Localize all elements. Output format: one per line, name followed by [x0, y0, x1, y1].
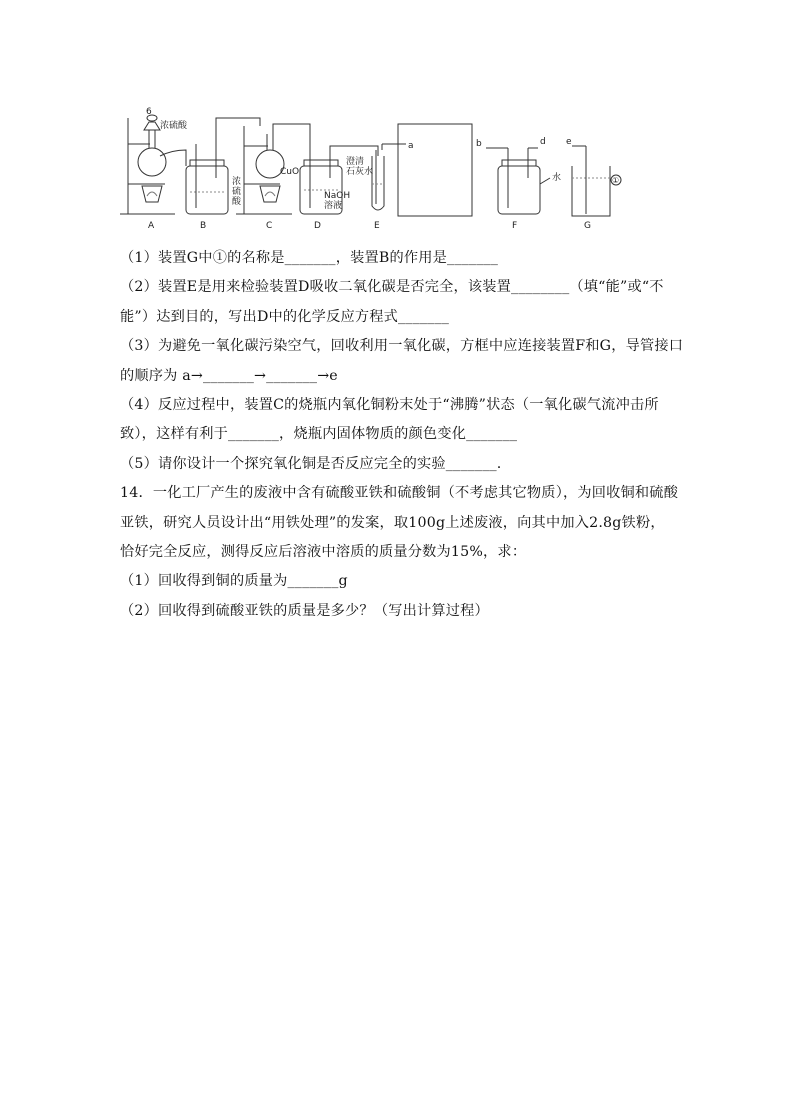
text-line: （1）回收得到铜的质量为_______g	[120, 573, 348, 590]
label-F: F	[512, 221, 518, 231]
apparatus-b	[186, 118, 260, 214]
label-d: d	[540, 137, 546, 147]
text-line: 致），这样有利于_______，烧瓶内固体物质的颜色变化_______	[120, 426, 518, 443]
label-circle1: ①	[612, 176, 620, 185]
label-acid-b: 浓硫酸	[232, 177, 242, 207]
text-line: （1）装置G中①的名称是_______，装置B的作用是_______	[120, 250, 499, 266]
apparatus-f	[486, 148, 550, 214]
label-water: 水	[552, 173, 562, 183]
apparatus-svg	[120, 104, 625, 234]
apparatus-e	[372, 144, 406, 210]
text-line: 14．一化工厂产生的废液中含有硫酸亚铁和硫酸铜（不考虑其它物质），为回收铜和硫酸	[120, 485, 679, 502]
text-line: （3）为避免一氧化碳污染空气，回收利用一氧化碳，方框中应连接装置F和G，导管接口	[120, 338, 684, 355]
question-text	[120, 244, 684, 626]
apparatus-diagram	[120, 104, 625, 234]
label-naoh: NaOH 溶液	[324, 191, 351, 211]
text-line: 亚铁，研究人员设计出“用铁处理”的发案，取100g上述废液，向其中加入2.8g铁粉，	[120, 514, 665, 531]
text-line: 的顺序为 a→_______→_______→e	[120, 367, 338, 384]
label-conc-acid: 浓硫酸	[160, 121, 188, 131]
empty-box	[398, 124, 472, 216]
label-limewater: 澄清石灰水	[346, 157, 374, 177]
label-G: G	[584, 221, 591, 231]
label-A: A	[148, 221, 155, 231]
text-line: （2）装置E是用来检验装置D吸收二氧化碳是否完全，该装置________（填“能”或“不	[120, 279, 664, 296]
text-line: （5）请你设计一个探究氧化铜是否反应完全的实验_______.	[120, 455, 502, 472]
label-e: e	[566, 137, 572, 147]
label-a: a	[408, 141, 414, 151]
label-b: b	[476, 139, 482, 149]
text-line: 恰好完全反应，测得反应后溶液中溶质的质量分数为15%，求：	[120, 543, 527, 560]
text-line: 能”）达到目的，写出D中的化学反应方程式_______	[120, 308, 450, 325]
label-B: B	[200, 221, 207, 231]
label-cuo: CuO	[280, 167, 300, 177]
label-E: E	[374, 221, 380, 231]
text-line: （2）回收得到硫酸亚铁的质量是多少？（写出计算过程）	[120, 602, 489, 619]
label-C: C	[266, 221, 273, 231]
text-line: （4）反应过程中，装置C的烧瓶内氧化铜粉末处于“沸腾”状态（一氧化碳气流冲击所	[120, 396, 659, 413]
label-D: D	[314, 221, 321, 231]
label-6: 6	[146, 107, 152, 117]
